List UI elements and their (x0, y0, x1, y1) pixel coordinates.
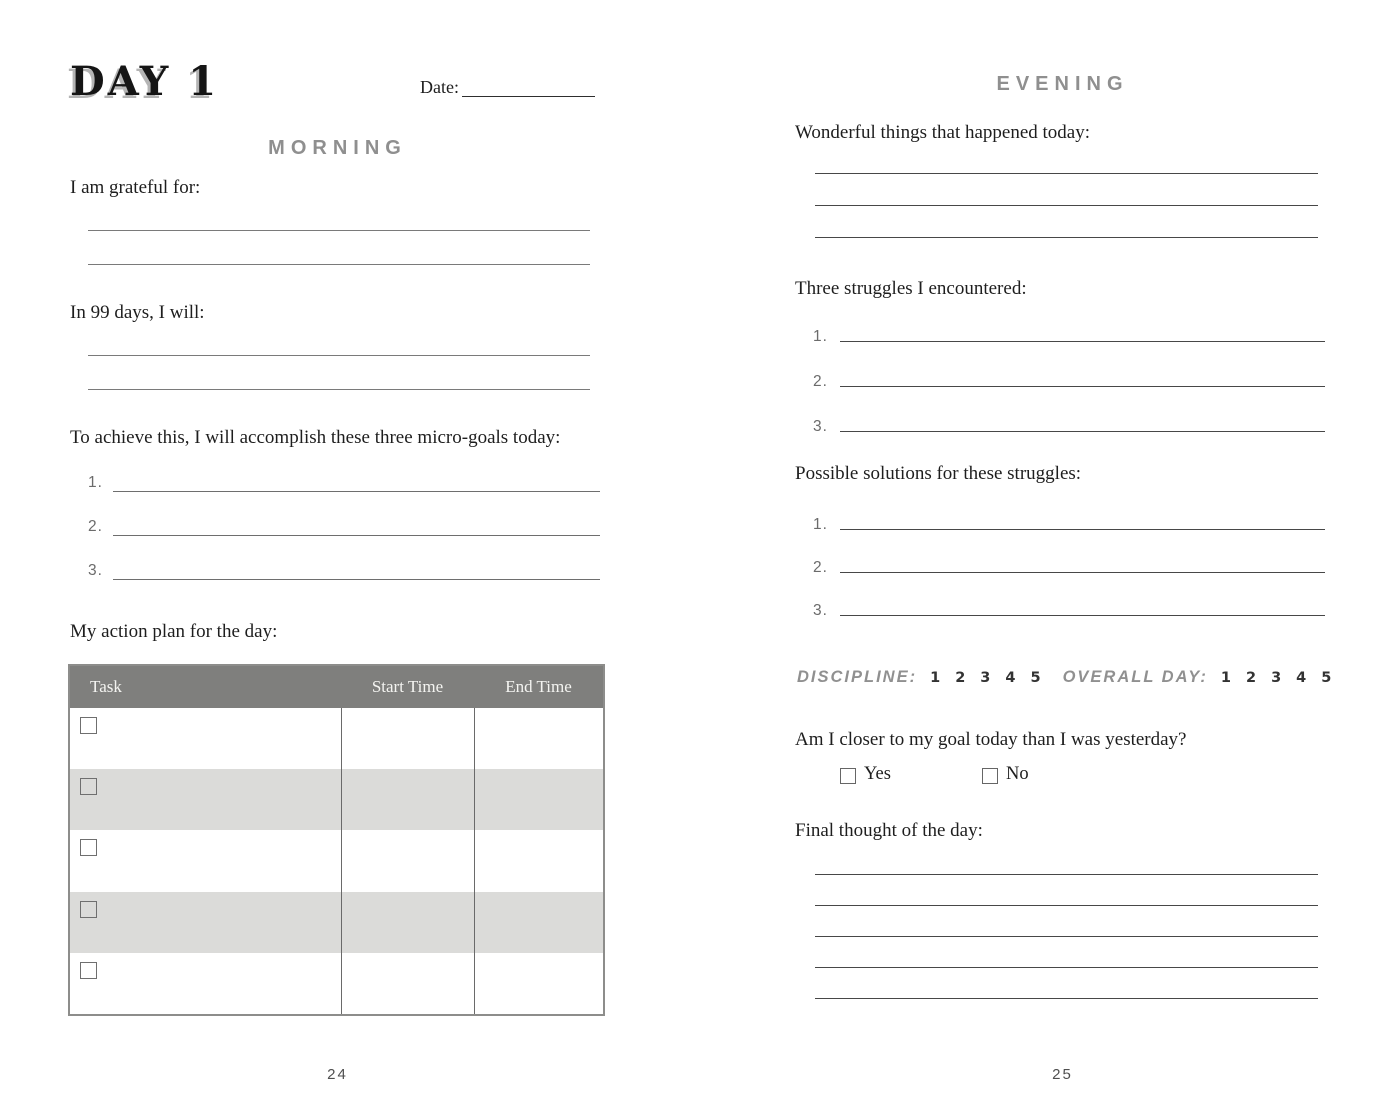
writing-line (113, 579, 600, 580)
writing-line (840, 341, 1325, 342)
scale-number: 1 (930, 669, 941, 686)
task-checkbox (80, 962, 97, 979)
task-checkbox (80, 901, 97, 918)
writing-line (88, 355, 590, 356)
list-number: 1. (88, 474, 103, 491)
table-row (70, 830, 603, 891)
no-label: No (1006, 764, 1029, 784)
writing-line (88, 264, 590, 265)
table-row (70, 892, 603, 953)
closer-question: Am I closer to my goal today than I was yesterday? (795, 729, 1187, 750)
start-time-cell (341, 953, 474, 1014)
writing-line (815, 967, 1318, 968)
discipline-scale (930, 670, 1040, 686)
table-row (70, 953, 603, 1014)
action-plan-prompt: My action plan for the day: (70, 621, 278, 642)
writing-line (815, 905, 1318, 906)
scale-number: 4 (1296, 669, 1307, 686)
final-thought-prompt: Final thought of the day: (795, 820, 983, 841)
date-label: Date: (420, 77, 459, 97)
morning-heading: MORNING (268, 137, 407, 159)
end-time-cell (474, 830, 603, 891)
struggles-prompt: Three struggles I encountered: (795, 278, 1027, 299)
list-number: 3. (813, 418, 828, 435)
writing-line (840, 529, 1325, 530)
action-plan-table (68, 664, 605, 1016)
discipline-label: DISCIPLINE: (797, 668, 918, 686)
writing-line (113, 491, 600, 492)
writing-line (840, 386, 1325, 387)
end-time-cell (474, 708, 603, 769)
writing-line (815, 237, 1318, 238)
list-number: 1. (813, 328, 828, 345)
start-time-column-header: Start Time (371, 677, 444, 696)
overall-day-label: OVERALL DAY: (1062, 668, 1208, 686)
table-row (70, 769, 603, 830)
list-number: 3. (88, 562, 103, 579)
task-checkbox (80, 778, 97, 795)
writing-line (815, 998, 1318, 999)
list-number: 3. (813, 602, 828, 619)
writing-line (815, 874, 1318, 875)
writing-line (840, 572, 1325, 573)
table-header-row (70, 666, 603, 708)
goal-prompt: In 99 days, I will: (70, 302, 205, 323)
overall-day-scale (1221, 670, 1331, 686)
page-title: DAY 1 (70, 58, 220, 105)
micro-goals-prompt: To achieve this, I will accomplish these three micro-goals today: (70, 427, 561, 448)
evening-heading: EVENING (996, 73, 1129, 95)
scale-number: 3 (980, 669, 991, 686)
start-time-cell (341, 830, 474, 891)
writing-line (88, 389, 590, 390)
list-number: 2. (813, 373, 828, 390)
writing-line (815, 205, 1318, 206)
writing-line (113, 535, 600, 536)
writing-line (815, 173, 1318, 174)
list-number: 1. (813, 516, 828, 533)
end-time-cell (474, 769, 603, 830)
end-time-cell (474, 953, 603, 1014)
page-number-right: 25 (1052, 1066, 1073, 1083)
task-checkbox (80, 717, 97, 734)
scale-number: 2 (955, 669, 966, 686)
start-time-cell (341, 769, 474, 830)
list-number: 2. (88, 518, 103, 535)
ratings-row (797, 668, 1331, 687)
solutions-prompt: Possible solutions for these struggles: (795, 463, 1082, 484)
grateful-prompt: I am grateful for: (70, 177, 201, 198)
no-checkbox (982, 768, 998, 784)
writing-line (840, 615, 1325, 616)
scale-number: 1 (1220, 669, 1231, 686)
end-time-column-header: End Time (505, 677, 572, 696)
table-row (70, 708, 603, 769)
yes-checkbox (840, 768, 856, 784)
task-checkbox (80, 839, 97, 856)
scale-number: 5 (1030, 669, 1041, 686)
writing-line (840, 431, 1325, 432)
writing-line (88, 230, 590, 231)
start-time-cell (341, 892, 474, 953)
scale-number: 5 (1321, 669, 1332, 686)
list-number: 2. (813, 559, 828, 576)
writing-line (815, 936, 1318, 937)
page-number-left: 24 (327, 1066, 348, 1083)
scale-number: 2 (1245, 669, 1257, 686)
start-time-cell (341, 708, 474, 769)
yes-label: Yes (864, 764, 891, 784)
wonderful-prompt: Wonderful things that happened today: (795, 122, 1091, 143)
scale-number: 3 (1271, 669, 1282, 686)
end-time-cell (474, 892, 603, 953)
date-blank-line (462, 96, 595, 97)
scale-number: 4 (1005, 669, 1016, 686)
task-column-header: Task (90, 677, 122, 696)
